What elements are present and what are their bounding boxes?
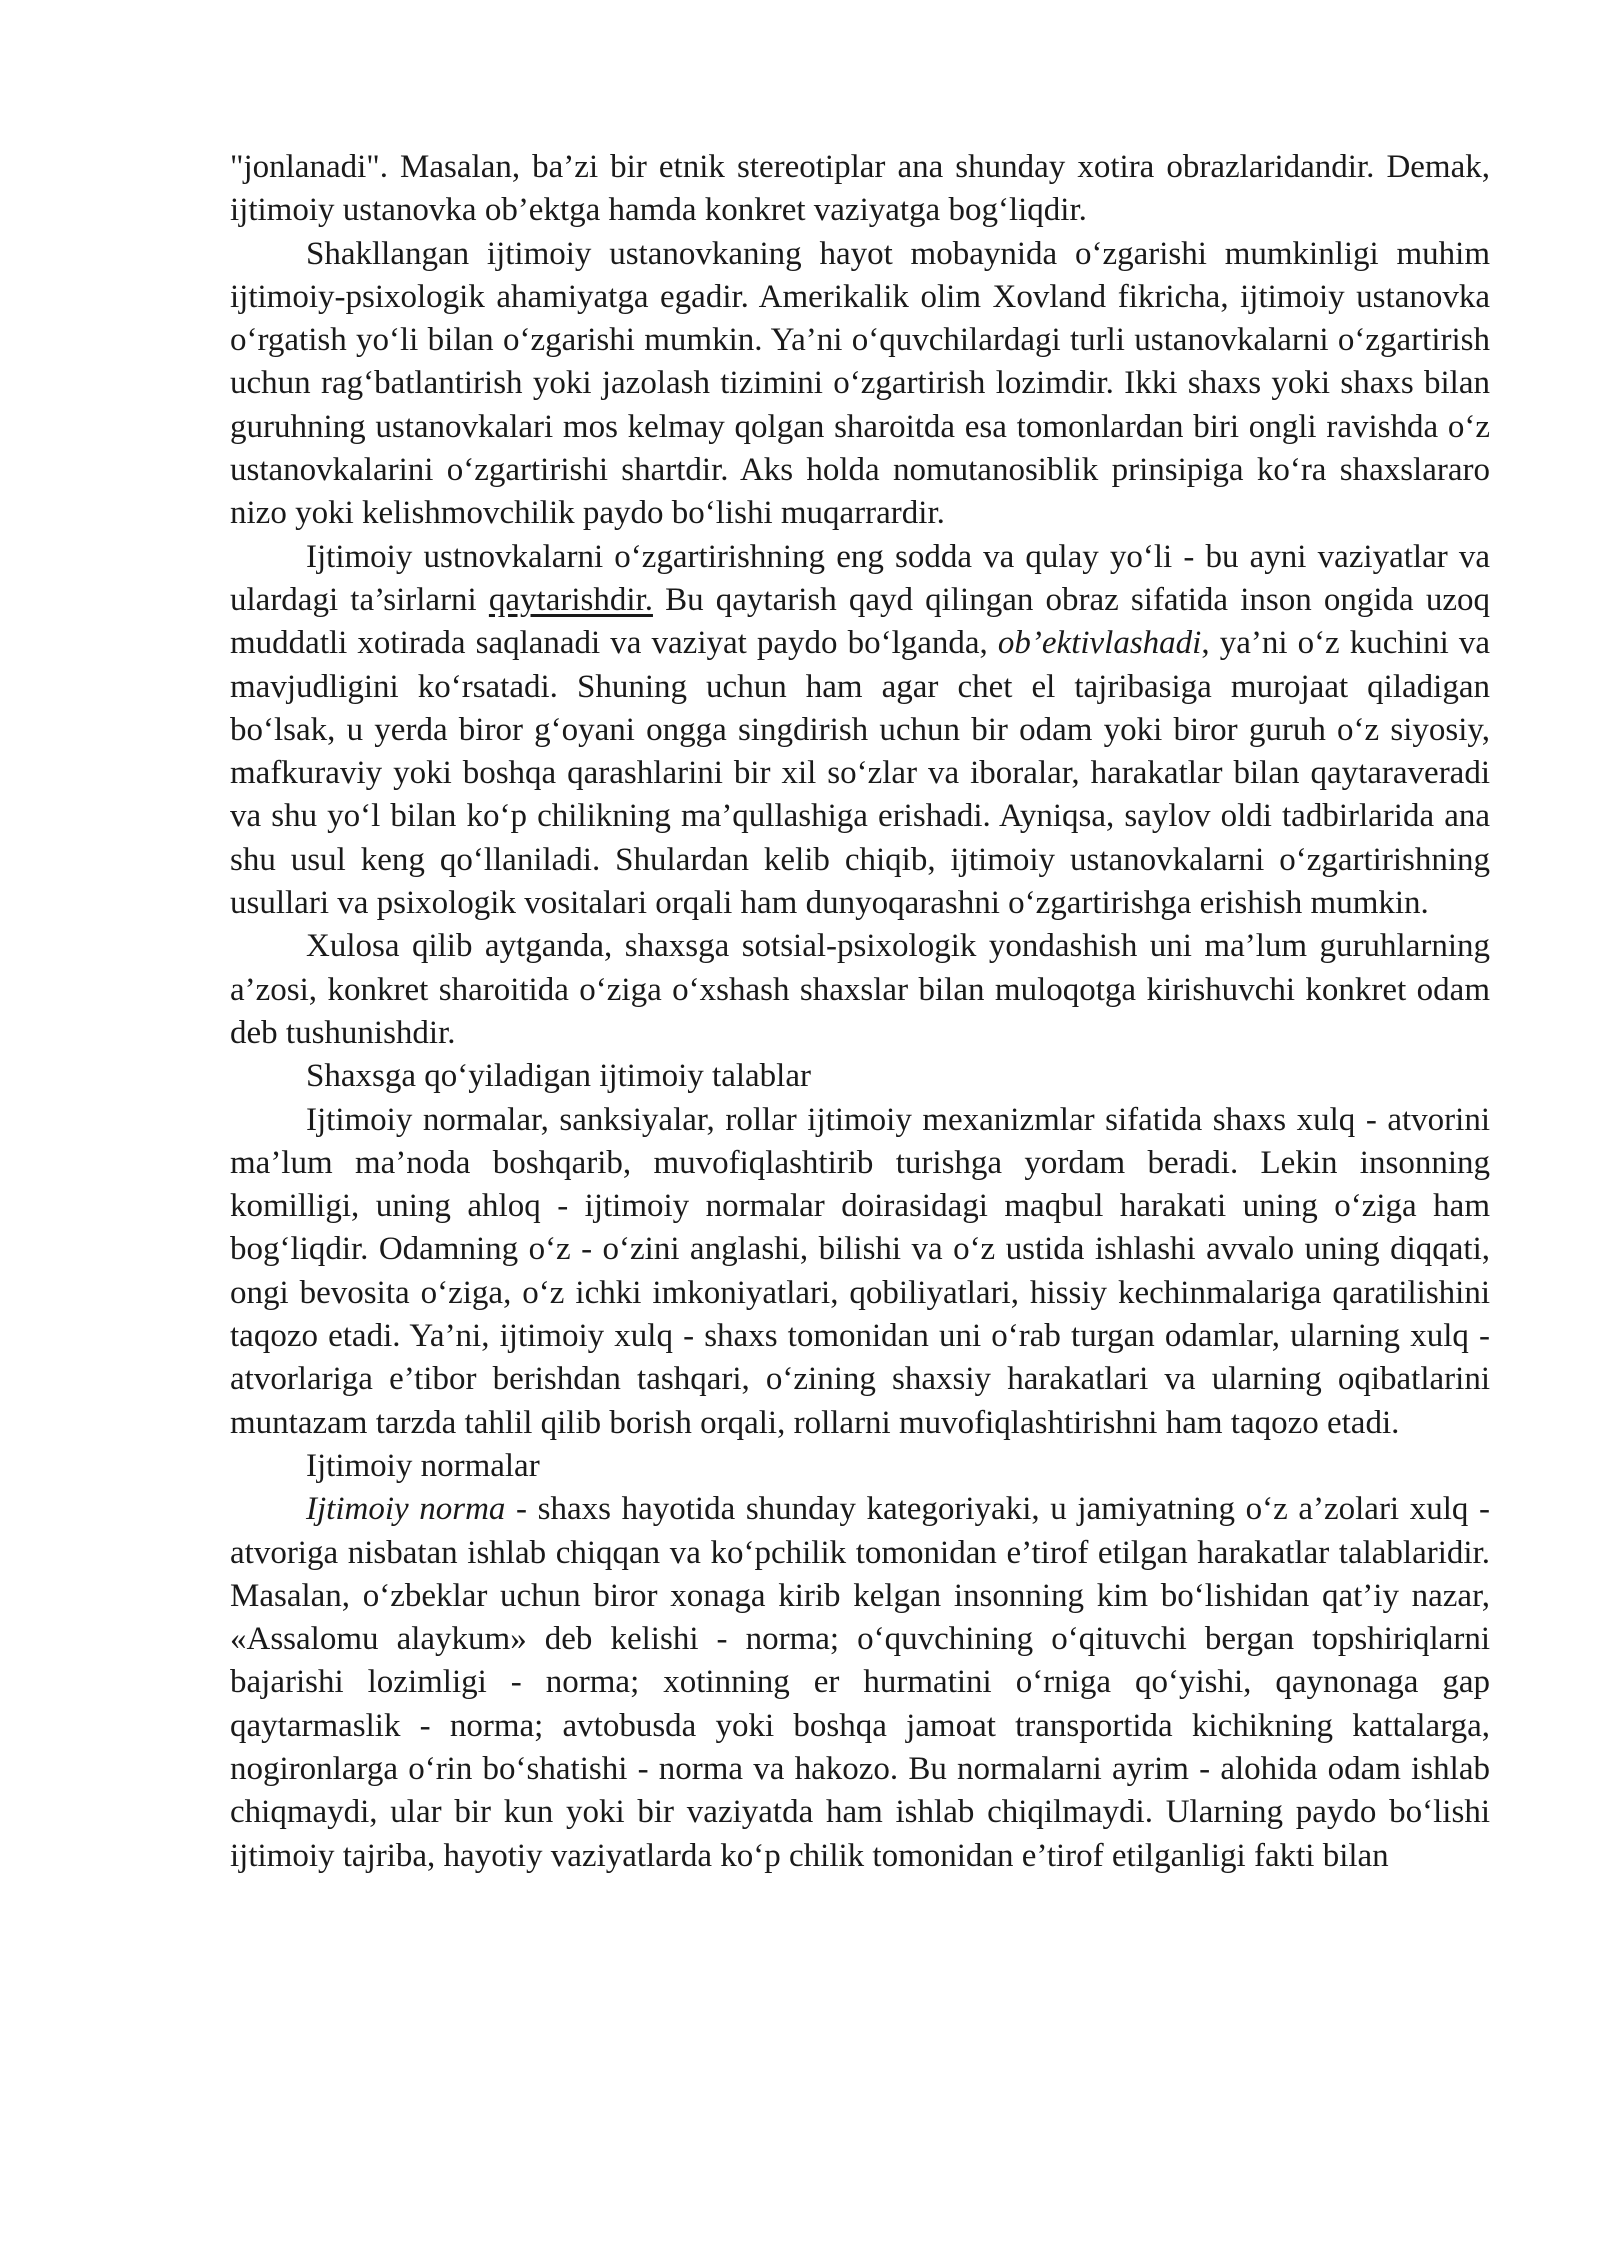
paragraph-repetition-text-a: Ijtimoiy ustnovkalarni o‘zgartirishning eng sodda va qulay yo‘li - bu ayni vaziyatlar va ulardagi ta’sirlarni [230, 538, 1490, 618]
paragraph-norm-text: - shaxs hayotida shunday kategoriyaki, u jamiyatning o‘z a’zolari xulq - atvoriga nisbatan ishlab chiqqan va ko‘pchilik tomonidan e’tirof etilgan harakatlar talablaridir. Masalan, o‘zbeklar uchun biror xonaga kirib kelgan insonning kim bo‘lishidan qat’iy nazar, «Assalomu alaykum» deb kelishi - norma; o‘quvchining o‘qituvchi bergan topshiriqlarni bajarishi lozimligi - norma; xotinning er hurmatini o‘rniga qo‘yishi, qaynonaga gap qaytarmaslik - norma; avtobusda yoki boshqa jamoat transportida kichikning kattalarga, nogironlarga o‘rin bo‘shatishi - norma va hakozo. Bu normalarni ayrim - alohida odam ishlab chiqmaydi, ular bir kun yoki bir vaziyatda ham ishlab chiqilmaydi. Ularning paydo bo‘lishi ijtimoiy tajriba, hayotiy vaziyatlarda ko‘p chilik tomonidan e’tirof etilganligi fakti bilan [230, 1491, 1490, 1874]
paragraph-repetition-text-c: , ya’ni o‘z kuchini va mavjudligini ko‘rsatadi. Shuning uchun ham agar chet el tajribasiga murojaat qiladigan bo‘lsak, u yerda biror g‘oyani ongga singdirish uchun bir odam yoki biror guruh o‘z siyosiy, mafkuraviy yoki boshqa qarashlarini bir xil so‘zlar va iboralar, harakatlar bilan qaytaraveradi va shu yo‘l bilan ko‘p chilikning ma’qullashiga erishadi. Ayniqsa, saylov oldi tadbirlarida ana shu usul keng qo‘llaniladi. Shulardan kelib chiqib, ijtimoiy ustanovkalarni o‘zgartirishning usullari va psixologik vositalari orqali ham dunyoqarashni o‘zgartirishga erishish mumkin. [230, 625, 1490, 922]
paragraph-intro: "jonlanadi". Masalan, ba’zi bir etnik stereotiplar ana shunday xotira obrazlaridandir. Demak, ijtimoiy ustanovka ob’ektga hamda konkret vaziyatga bog‘liqdir. [230, 149, 1490, 229]
paragraph-social-mechanisms: Ijtimoiy normalar, sanksiyalar, rollar ijtimoiy mexanizmlar sifatida shaxs xulq - atvorini ma’lum ma’noda boshqarib, muvofiqlashtirib turishga yordam beradi. Lekin insonning komilligi, uning ahloq - ijtimoiy normalar doirasidagi maqbul harakati uning o‘ziga ham bog‘liqdir. Odamning o‘z - o‘zini anglashi, bilishi va o‘z ustida ishlashi avvalo uning diqqati, ongi bevosita o‘ziga, o‘z ichki imkoniyatlari, qobiliyatlari, hissiy kechinmalariga qaratilishini taqozo etadi. Ya’ni, ijtimoiy xulq - shaxs tomonidan uni o‘rab turgan odamlar, ularning xulq - atvorlariga e’tibor berishdan tashqari, o‘zining shaxsiy harakatlari va ularning oqibatlarini muntazam tarzda tahlil qilib borish orqali, rollarni muvofiqlashtirishni ham taqozo etadi. [230, 1101, 1490, 1441]
section-heading-social-norms: Ijtimoiy normalar [306, 1447, 540, 1484]
section-heading-social-requirements: Shaxsga qo‘yiladigan ijtimoiy talablar [306, 1058, 811, 1095]
paragraph-ustanovka-change: Shakllangan ijtimoiy ustanovkaning hayot mobaynida o‘zgarishi mumkinligi muhim ijtimoiy-psixologik ahamiyatga egadir. Amerikalik olim Xovland fikricha, ijtimoiy ustanovka o‘rgatish yo‘li bilan o‘zgarishi mumkin. Ya’ni o‘quvchilardagi turli ustanovkalarni o‘zgartirish uchun rag‘batlantirish yoki jazolash tizimini o‘zgartirish lozimdir. Ikki shaxs yoki shaxs bilan guruhning ustanovkalari mos kelmay qolgan sharoitda esa tomonlardan biri ongli ravishda o‘z ustanovkalarini o‘zgartirishi shartdir. Aks holda nomutanosiblik prinsipiga ko‘ra shaxslararo nizo yoki kelishmovchilik paydo bo‘lishi muqarrardir. [230, 235, 1490, 532]
italic-term-norm: Ijtimoiy norma [306, 1491, 506, 1528]
italic-term: ob’ektivlashadi [997, 625, 1202, 662]
paragraph-repetition [230, 536, 1490, 926]
document-page [230, 146, 1490, 1878]
paragraph-repetition-text-b: Bu qaytarish qayd qilingan obraz sifatida inson ongida uzoq muddatli xotirada saqlanadi va vaziyat paydo bo‘lganda, [230, 581, 1490, 662]
paragraph-conclusion: Xulosa qilib aytganda, shaxsga sotsial-psixologik yondashish uni ma’lum guruhlarning a’zosi, konkret sharoitida o‘ziga o‘xshash shaxslar bilan muloqotga kirishuvchi konkret odam deb tushunishdir. [230, 928, 1490, 1051]
underlined-term: qaytarishdir. [488, 581, 653, 618]
paragraph-norm-definition [230, 1488, 1490, 1878]
